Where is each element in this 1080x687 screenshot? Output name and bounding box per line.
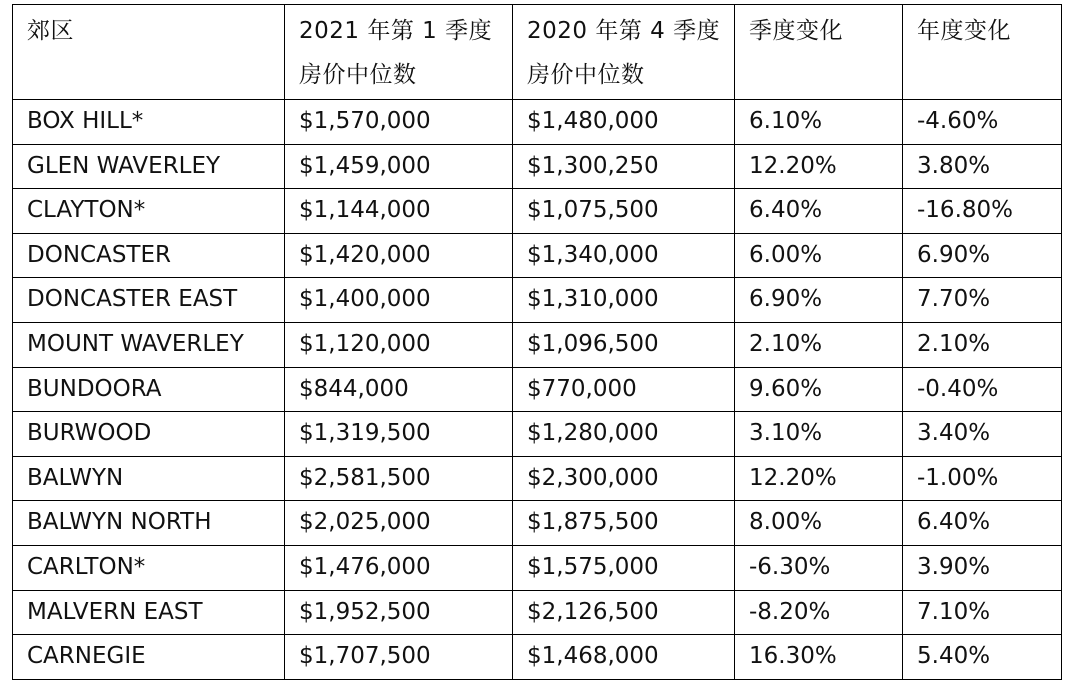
suburb-cell: CARLTON*: [13, 545, 285, 590]
annual-change-cell: 2.10%: [903, 322, 1062, 367]
annual-change-cell: 3.90%: [903, 545, 1062, 590]
table-row: [13, 412, 1062, 457]
table-row: [13, 144, 1062, 189]
suburb-cell: GLEN WAVERLEY: [13, 144, 285, 189]
median-2020-q4-cell: $2,126,500: [513, 590, 735, 635]
suburb-cell: BUNDOORA: [13, 367, 285, 412]
annual-change-cell: -1.00%: [903, 456, 1062, 501]
table-row: [13, 233, 1062, 278]
annual-change-cell: 5.40%: [903, 635, 1062, 680]
median-2021-q1-cell: $1,144,000: [285, 189, 513, 234]
median-2021-q1-cell: $1,476,000: [285, 545, 513, 590]
suburb-cell: BURWOOD: [13, 412, 285, 457]
header-annual-change: 年度变化: [903, 5, 1062, 100]
median-2020-q4-cell: $1,310,000: [513, 278, 735, 323]
quarterly-change-cell: -8.20%: [735, 590, 903, 635]
median-2020-q4-cell: $1,340,000: [513, 233, 735, 278]
median-2021-q1-cell: $1,319,500: [285, 412, 513, 457]
quarterly-change-cell: 8.00%: [735, 501, 903, 546]
annual-change-cell: 7.10%: [903, 590, 1062, 635]
quarterly-change-cell: 2.10%: [735, 322, 903, 367]
table-row: [13, 590, 1062, 635]
median-2020-q4-cell: $1,575,000: [513, 545, 735, 590]
median-2021-q1-cell: $1,952,500: [285, 590, 513, 635]
header-2021-q1-median: 2021 年第 1 季度房价中位数: [285, 5, 513, 100]
table-row: [13, 189, 1062, 234]
suburb-cell: MALVERN EAST: [13, 590, 285, 635]
quarterly-change-cell: 6.40%: [735, 189, 903, 234]
header-quarterly-change: 季度变化: [735, 5, 903, 100]
median-2021-q1-cell: $1,707,500: [285, 635, 513, 680]
median-2020-q4-cell: $1,075,500: [513, 189, 735, 234]
quarterly-change-cell: 16.30%: [735, 635, 903, 680]
suburb-cell: DONCASTER: [13, 233, 285, 278]
median-2021-q1-cell: $1,120,000: [285, 322, 513, 367]
table-header: [13, 5, 1062, 100]
suburb-cell: BALWYN NORTH: [13, 501, 285, 546]
median-2021-q1-cell: $2,581,500: [285, 456, 513, 501]
quarterly-change-cell: -6.30%: [735, 545, 903, 590]
header-suburb: 郊区: [13, 5, 285, 100]
table-row: [13, 635, 1062, 680]
suburb-cell: CARNEGIE: [13, 635, 285, 680]
suburb-cell: MOUNT WAVERLEY: [13, 322, 285, 367]
suburb-cell: CLAYTON*: [13, 189, 285, 234]
suburb-cell: BOX HILL*: [13, 100, 285, 145]
annual-change-cell: 7.70%: [903, 278, 1062, 323]
table-row: [13, 100, 1062, 145]
median-2020-q4-cell: $2,300,000: [513, 456, 735, 501]
annual-change-cell: 6.90%: [903, 233, 1062, 278]
annual-change-cell: -16.80%: [903, 189, 1062, 234]
median-2020-q4-cell: $770,000: [513, 367, 735, 412]
median-2021-q1-cell: $844,000: [285, 367, 513, 412]
suburb-cell: BALWYN: [13, 456, 285, 501]
median-2021-q1-cell: $1,570,000: [285, 100, 513, 145]
annual-change-cell: 6.40%: [903, 501, 1062, 546]
quarterly-change-cell: 6.10%: [735, 100, 903, 145]
median-2020-q4-cell: $1,480,000: [513, 100, 735, 145]
table-row: [13, 501, 1062, 546]
median-2020-q4-cell: $1,468,000: [513, 635, 735, 680]
quarterly-change-cell: 9.60%: [735, 367, 903, 412]
median-2021-q1-cell: $1,400,000: [285, 278, 513, 323]
median-2021-q1-cell: $1,459,000: [285, 144, 513, 189]
median-2020-q4-cell: $1,280,000: [513, 412, 735, 457]
median-2021-q1-cell: $2,025,000: [285, 501, 513, 546]
annual-change-cell: -4.60%: [903, 100, 1062, 145]
header-row: [13, 5, 1062, 100]
table-row: [13, 278, 1062, 323]
quarterly-change-cell: 12.20%: [735, 456, 903, 501]
annual-change-cell: 3.80%: [903, 144, 1062, 189]
table-body: [13, 100, 1062, 680]
median-2020-q4-cell: $1,300,250: [513, 144, 735, 189]
quarterly-change-cell: 12.20%: [735, 144, 903, 189]
header-2020-q4-median: 2020 年第 4 季度房价中位数: [513, 5, 735, 100]
annual-change-cell: -0.40%: [903, 367, 1062, 412]
median-2021-q1-cell: $1,420,000: [285, 233, 513, 278]
table-row: [13, 367, 1062, 412]
table-row: [13, 545, 1062, 590]
median-2020-q4-cell: $1,875,500: [513, 501, 735, 546]
quarterly-change-cell: 6.90%: [735, 278, 903, 323]
quarterly-change-cell: 3.10%: [735, 412, 903, 457]
table-row: [13, 322, 1062, 367]
quarterly-change-cell: 6.00%: [735, 233, 903, 278]
median-2020-q4-cell: $1,096,500: [513, 322, 735, 367]
table-row: [13, 456, 1062, 501]
suburb-cell: DONCASTER EAST: [13, 278, 285, 323]
annual-change-cell: 3.40%: [903, 412, 1062, 457]
median-house-price-table: [12, 4, 1062, 680]
